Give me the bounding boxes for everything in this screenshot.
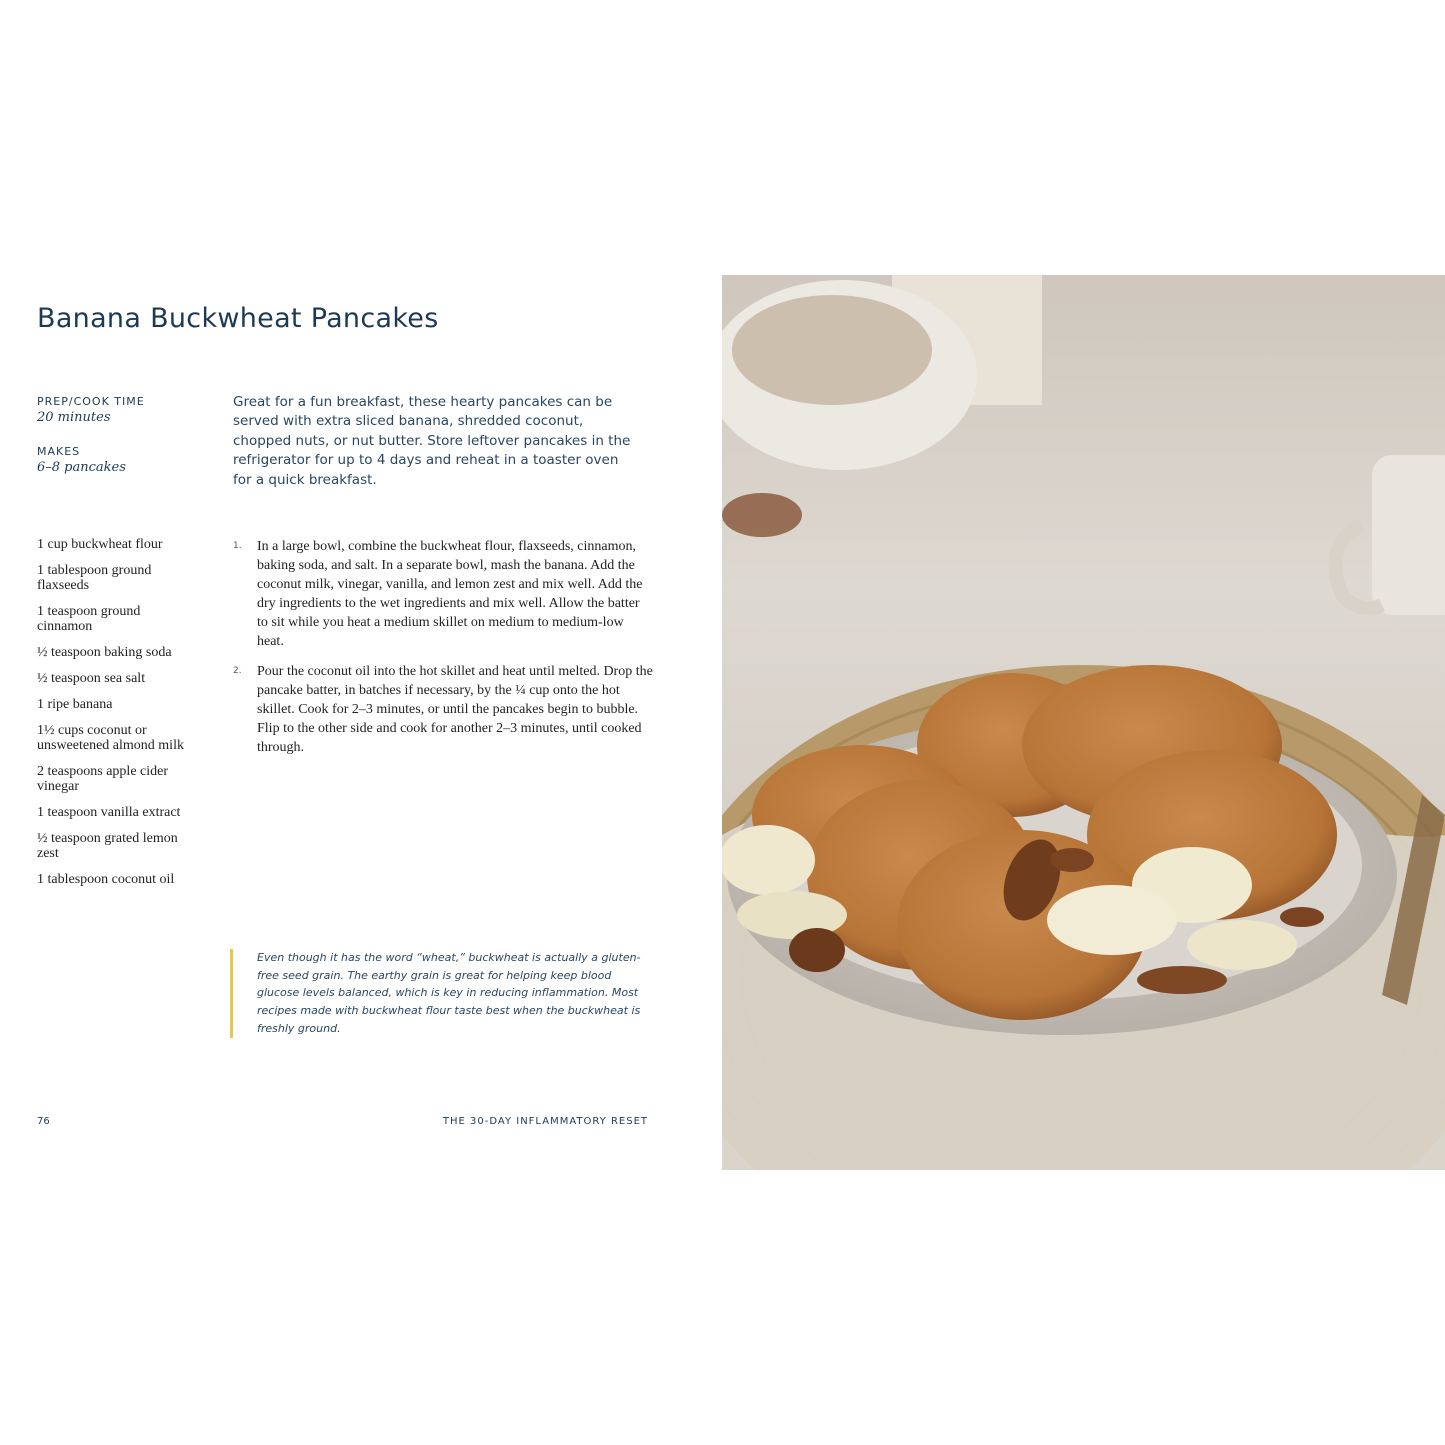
recipe-page [0,275,722,1170]
ingredient-item: ½ teaspoon sea salt [37,671,146,686]
prep-time-value: 20 minutes [37,410,111,425]
ingredient-item: 2 teaspoons apple cider vinegar [37,764,169,794]
ingredient-item: 1 tablespoon coconut oil [37,872,175,887]
ingredient-item: 1½ cups coconut or unsweetened almond milk [37,723,184,753]
page-number: 76 [37,1116,50,1127]
recipe-intro: Great for a fun breakfast, these hearty pancakes can be served with extra sliced banana, shredded coconut, chopped nuts, or nut butter. Store leftover pancakes in the refrigerator for up to 4 days and reheat in a toaster oven for a quick breakfast. [233,394,631,488]
makes-label: MAKES [37,445,81,458]
ingredient-item: 1 ripe banana [37,697,113,712]
ingredient-item: ½ teaspoon grated lemon zest [37,831,178,861]
method-step [233,662,653,757]
step-text: In a large bowl, combine the buckwheat flour, flaxseeds, cinnamon, baking soda, and salt. In a separate bowl, mash the banana. Add the coconut milk, vinegar, vanilla, and lemon zest and mix well. Add the dry ingredients to the wet ingredients and mix well. Allow the batter to sit while you heat a medium skillet on medium to medium-low heat. [257,539,643,649]
recipe-meta [37,395,207,495]
step-number: 1. [233,541,242,551]
running-footer: THE 30-DAY INFLAMMATORY RESET [442,1116,648,1127]
recipe-title: Banana Buckwheat Pancakes [37,303,439,334]
tip-callout [230,949,657,1038]
method-step [233,537,653,651]
step-number: 2. [233,666,242,676]
step-text: Pour the coconut oil into the hot skillet and heat until melted. Drop the pancake batter, in batches if necessary, by the ¼ cup onto the hot skillet. Cook for 2–3 minutes, or until the pancakes begin to bubble. Flip to the other side and cook for another 2–3 minutes, until cooked through. [257,664,653,755]
ingredient-item: ½ teaspoon baking soda [37,645,172,660]
makes-value: 6–8 pancakes [37,460,126,475]
ingredient-item: 1 teaspoon ground cinnamon [37,604,141,634]
tip-text: Even though it has the word “wheat,” buckwheat is actually a gluten-free seed grain. The earthy grain is great for helping keep blood glucose levels balanced, which is key in reducing inflammation. Most recipes made with buckwheat flour taste best when the buckwheat is freshly ground. [257,951,641,1035]
ingredient-list [37,537,187,898]
ingredient-item: 1 teaspoon vanilla extract [37,805,181,820]
ingredient-item: 1 cup buckwheat flour [37,537,163,552]
pancake-photo [722,275,1445,1170]
prep-time-label: PREP/COOK TIME [37,395,145,408]
ingredient-item: 1 tablespoon ground flaxseeds [37,563,152,593]
method-steps [233,537,653,768]
